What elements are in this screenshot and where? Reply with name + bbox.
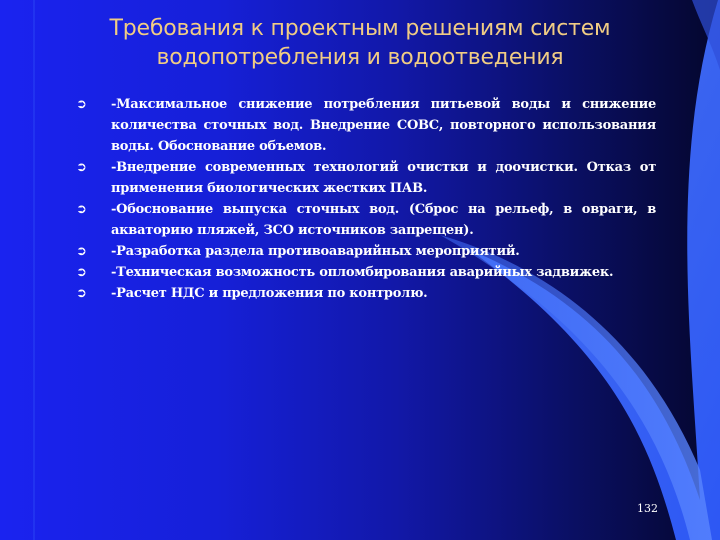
bullet-list: [0, 94, 720, 304]
bullet-text: -Техническая возможность опломбирования аварийных задвижек.: [111, 265, 614, 280]
bullet-item: [0, 157, 720, 199]
arrow-bullet-icon: ➲: [76, 286, 87, 301]
bullet-item: [0, 94, 720, 157]
arrow-bullet-icon: ➲: [76, 202, 87, 217]
bullet-text: -Расчет НДС и предложения по контролю.: [111, 286, 428, 301]
bullet-item: [0, 283, 720, 304]
bullet-text: -Обоснование выпуска сточных вод. (Сброс на рельеф, в овраги, в акваторию пляжей, ЗСО источников запрещен).: [111, 202, 656, 238]
arrow-bullet-icon: ➲: [76, 265, 87, 280]
bullet-item: [0, 262, 720, 283]
bullet-item: [0, 241, 720, 262]
bullet-item: [0, 199, 720, 241]
arrow-bullet-icon: ➲: [76, 244, 87, 259]
arrow-bullet-icon: ➲: [76, 160, 87, 175]
arrow-bullet-icon: ➲: [76, 97, 87, 112]
bullet-text: -Максимальное снижение потребления питьевой воды и снижение количества сточных вод. Внедрение СОВС, повторного использования воды. Обоснование объемов.: [111, 97, 656, 154]
slide-title: Требования к проектным решениям систем водопотребления и водоотведения: [109, 16, 611, 70]
bullet-text: -Разработка раздела противоаварийных мероприятий.: [111, 244, 520, 259]
page-number: 132: [637, 502, 658, 515]
bullet-text: -Внедрение современных технологий очистки и доочистки. Отказ от применения биологических жестких ПАВ.: [111, 160, 656, 196]
